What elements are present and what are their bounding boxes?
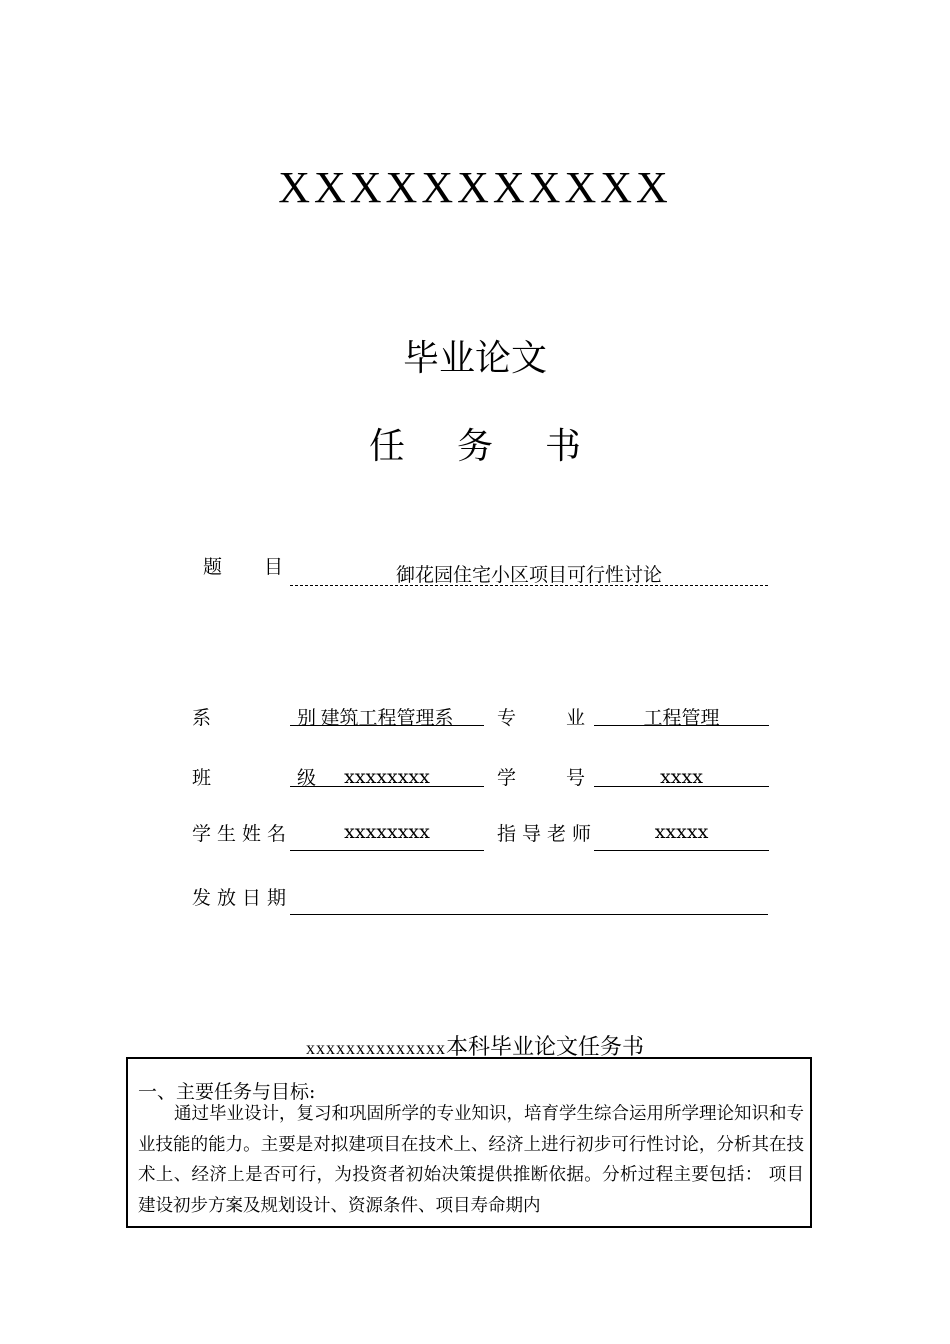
advisor-label: 指导老师 (497, 823, 598, 845)
department-value: 建筑工程管理系 (320, 707, 454, 729)
student-name-value: xxxxxxxx (344, 821, 430, 843)
topic-label: 题 目 (203, 556, 302, 578)
topic-value: 御花园住宅小区项目可行性讨论 (395, 564, 662, 586)
advisor-underline (594, 850, 769, 851)
department-label: 系 别 (192, 707, 357, 729)
department-underline (290, 725, 484, 726)
student-id-label: 学 号 (497, 767, 608, 789)
issue-date-label: 发放日期 (192, 887, 293, 909)
topic-underline (290, 585, 768, 586)
major-underline (594, 725, 769, 726)
major-label: 专 业 (497, 707, 608, 729)
task-book-heading: 本科毕业论文任务书 (445, 1035, 644, 1060)
class-underline (290, 786, 484, 787)
document-type: 毕业论文 (402, 338, 547, 379)
document-title: 任务书 (368, 426, 633, 467)
section-body: 通过毕业设计，复习和巩固所学的专业知识，培育学生综合运用所学理论知识和专业技能的能力。主要是对拟建项目在技术上、经济上进行初步可行性讨论，分析其在技术上、经济上是否可行，为投资者初始决策提供推断依据。分析过程主要包括： 项目建设初步方案及规划设计、资源条件、项目寿命期内 (138, 1104, 804, 1216)
student-id-underline (594, 786, 769, 787)
advisor-value: xxxxx (654, 821, 709, 843)
student-id-value: xxxx (660, 766, 703, 788)
school-name: XXXXXXXXXXX (278, 163, 672, 212)
student-name-underline (290, 850, 484, 851)
task-book-school: xxxxxxxxxxxxxx (305, 1038, 446, 1058)
major-value: 工程管理 (643, 707, 720, 729)
class-value: xxxxxxxx (344, 766, 430, 788)
class-label: 班 级 (192, 767, 357, 789)
issue-date-underline (290, 914, 768, 915)
task-box (126, 1057, 812, 1228)
section-heading: 一、主要任务与目标: (138, 1081, 316, 1103)
student-name-label: 学生姓名 (192, 823, 293, 845)
